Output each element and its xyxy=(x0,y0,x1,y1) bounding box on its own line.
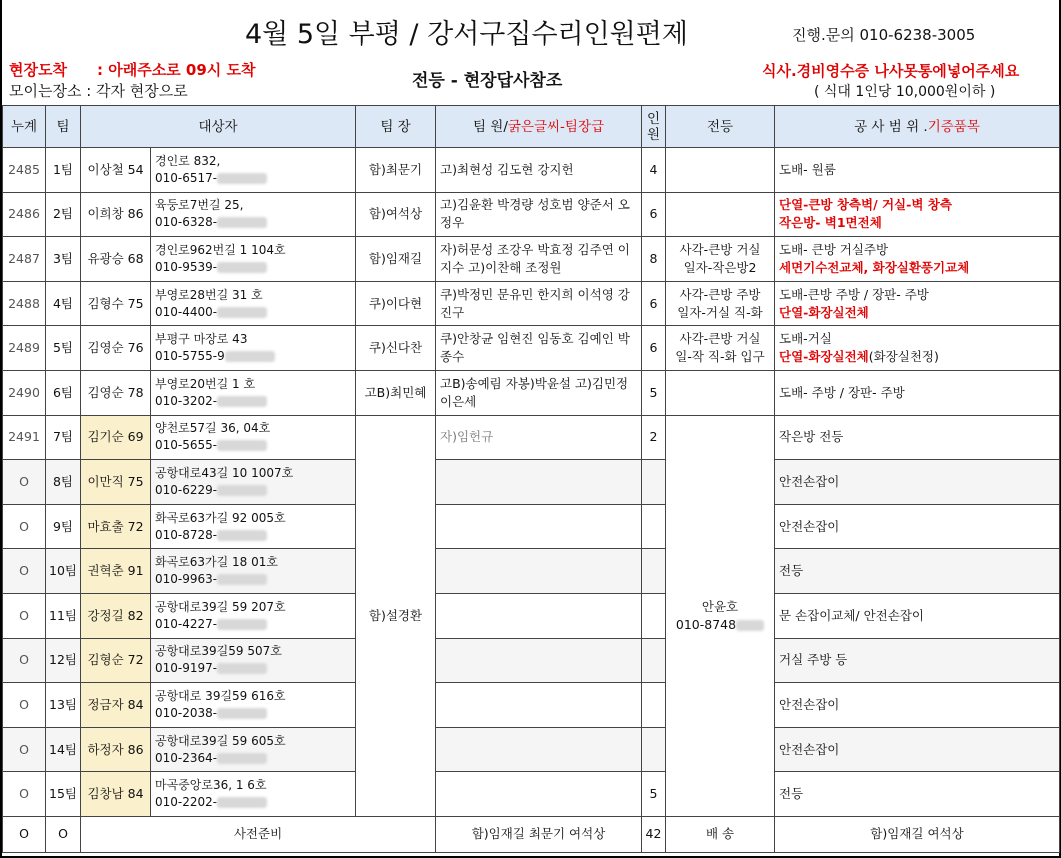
cell-team: 6팀 xyxy=(46,370,81,415)
cell-scope xyxy=(775,370,1060,415)
scope-text: 안전손잡이 xyxy=(779,696,840,712)
cell-leader: 고B)최민혜 xyxy=(356,370,436,415)
cell-name: 권혁춘 91 xyxy=(81,549,151,594)
cell-team: 5팀 xyxy=(46,326,81,371)
cell-team: 8팀 xyxy=(46,460,81,505)
cell-scope xyxy=(775,237,1060,282)
cell-address xyxy=(151,460,356,505)
cell-light-merged xyxy=(666,415,775,816)
scope-note: (화장실천정) xyxy=(868,349,939,365)
phone-text: 010-2364- xyxy=(155,750,218,765)
cell-members xyxy=(436,593,642,638)
col-leader: 팀 장 xyxy=(356,106,436,148)
cell-members xyxy=(436,727,642,772)
cell-count: 5 xyxy=(642,772,666,817)
scope-text: 문 손잡이교체/ 안전손잡이 xyxy=(779,607,924,623)
cell-team: 15팀 xyxy=(46,772,81,817)
cell-name: 하정자 86 xyxy=(81,727,151,772)
cell-cum: O xyxy=(3,504,46,549)
cell-count xyxy=(642,683,666,728)
cell-cum: 2488 xyxy=(3,281,46,326)
scope-text: 전등 xyxy=(779,563,804,579)
cell-name: 유광승 68 xyxy=(81,237,151,282)
footer-count: 42 xyxy=(642,816,666,852)
table-row xyxy=(3,148,1060,193)
header-row xyxy=(3,106,1060,148)
cell-scope xyxy=(775,148,1060,193)
table-row xyxy=(3,192,1060,237)
cell-name: 정금자 84 xyxy=(81,683,151,728)
cell-cum: 2486 xyxy=(3,192,46,237)
cell-scope xyxy=(775,683,1060,728)
cell-name: 김형순 72 xyxy=(81,638,151,683)
light-person-phone: 010-8748 xyxy=(675,616,737,632)
cell-leader: 함)최문기 xyxy=(356,148,436,193)
cell-team: 9팀 xyxy=(46,504,81,549)
cell-address xyxy=(151,370,356,415)
scope-text: 안전손잡이 xyxy=(779,518,840,534)
scope-red-text: 단열-큰방 창측벽/ 거실-벽 창측 작은방- 벽1면전체 xyxy=(779,197,952,231)
col-count: 인원 xyxy=(642,106,666,148)
address-text: 부영로20번길 1 호 xyxy=(155,376,256,391)
cell-count: 4 xyxy=(642,148,666,193)
address-text: 경인로962번길 1 104호 xyxy=(155,242,286,257)
address-text: 육둥로7번길 25, xyxy=(155,198,244,213)
cell-team: 11팀 xyxy=(46,593,81,638)
address-text: 공항대로39길 59 207호 xyxy=(155,599,286,614)
cell-cum: O xyxy=(3,593,46,638)
cell-scope xyxy=(775,504,1060,549)
cell-address xyxy=(151,148,356,193)
cell-cum: O xyxy=(3,772,46,817)
table-row xyxy=(3,326,1060,371)
phone-text: 010-8728- xyxy=(155,527,218,542)
cell-light: 사각-큰방 주방 일자-거실 직-화 xyxy=(666,281,775,326)
cell-team: 1팀 xyxy=(46,148,81,193)
cell-team: 14팀 xyxy=(46,727,81,772)
cell-name: 김영순 78 xyxy=(81,370,151,415)
cell-team: 12팀 xyxy=(46,638,81,683)
table-row xyxy=(3,415,1060,460)
redaction-blur xyxy=(217,574,267,585)
cell-address xyxy=(151,326,356,371)
redaction-blur xyxy=(217,530,267,541)
scope-text: 안전손잡이 xyxy=(779,741,840,757)
cell-count: 2 xyxy=(642,415,666,460)
cell-members xyxy=(436,683,642,728)
cell-light: 사각-큰방 거실 일자-작은방2 xyxy=(666,237,775,282)
phone-text: 010-4227- xyxy=(155,616,218,631)
cell-leader: 함)임재길 xyxy=(356,237,436,282)
address-text: 부평구 마장로 43 xyxy=(155,332,248,347)
redaction-blur xyxy=(217,262,267,273)
cell-address xyxy=(151,772,356,817)
scope-text: 거실 주방 등 xyxy=(779,652,848,668)
cell-address xyxy=(151,549,356,594)
cell-address xyxy=(151,504,356,549)
scope-text: 도배-거실 xyxy=(779,331,832,347)
cell-name: 김창남 84 xyxy=(81,772,151,817)
footer-delivery: 배 송 xyxy=(666,816,775,852)
cell-scope xyxy=(775,727,1060,772)
cell-members: 쿠)안창균 임현진 임동호 김예인 박종수 xyxy=(436,326,642,371)
cell-cum: 2491 xyxy=(3,415,46,460)
scope-red-text: 세면기수전교체, 화장실환풍기교체 xyxy=(779,259,970,275)
cell-scope xyxy=(775,192,1060,237)
cell-cum: 2487 xyxy=(3,237,46,282)
address-text: 경인로 832, xyxy=(155,153,221,168)
cell-scope xyxy=(775,326,1060,371)
address-text: 화곡로63가길 92 005호 xyxy=(155,510,286,525)
address-text: 공항대로39길 59 605호 xyxy=(155,733,286,748)
cell-light xyxy=(666,370,775,415)
table-row xyxy=(3,370,1060,415)
cell-scope xyxy=(775,460,1060,505)
phone-text: 010-2038- xyxy=(155,705,218,720)
table-row xyxy=(3,549,1060,594)
table-row xyxy=(3,237,1060,282)
phone-text: 010-5755-9 xyxy=(155,349,225,364)
cell-members: 고B)송예림 자봉)박윤설 고)김민정 이은세 xyxy=(436,370,642,415)
col-target: 대상자 xyxy=(81,106,356,148)
contact-info: 진행.문의 010-6238-3005 xyxy=(792,26,976,44)
redaction-blur xyxy=(217,663,267,674)
phone-text: 010-6229- xyxy=(155,482,218,497)
arrival-text: : 아래주소로 09시 도착 xyxy=(97,61,256,79)
table-row xyxy=(3,460,1060,505)
cell-count: 6 xyxy=(642,326,666,371)
cell-count xyxy=(642,460,666,505)
cell-count xyxy=(642,504,666,549)
phone-text: 010-4400- xyxy=(155,304,218,319)
table-row xyxy=(3,593,1060,638)
cell-members xyxy=(436,549,642,594)
cell-scope xyxy=(775,593,1060,638)
redaction-blur xyxy=(217,753,267,764)
redaction-blur xyxy=(217,708,267,719)
scope-text: 작은방 전등 xyxy=(779,429,844,445)
col-scope-label: 공 사 범 위 . xyxy=(854,118,928,135)
cell-leader-merged: 함)설경환 xyxy=(356,415,436,816)
receipt-note: 식사.경비영수증 나사못통에넣어주세요 xyxy=(762,62,1020,80)
cell-cum: 2485 xyxy=(3,148,46,193)
cell-cum: O xyxy=(3,460,46,505)
phone-text: 010-9963- xyxy=(155,572,218,587)
cell-members xyxy=(436,460,642,505)
cell-count xyxy=(642,593,666,638)
phone-text: 010-5655- xyxy=(155,438,218,453)
cell-name: 김영순 76 xyxy=(81,326,151,371)
cell-count: 5 xyxy=(642,370,666,415)
scope-text: 도배- 주방 / 장판- 주방 xyxy=(779,384,905,400)
col-members-label: 팀 원/ xyxy=(472,118,508,135)
scope-red-text: 단열-화장실전체 xyxy=(779,349,869,365)
redaction-blur xyxy=(217,485,267,496)
light-person-name: 안윤호 xyxy=(701,598,739,614)
address-text: 공항대로 39길59 616호 xyxy=(155,688,286,703)
cell-address xyxy=(151,281,356,326)
table-row xyxy=(3,772,1060,817)
cell-name: 김형수 75 xyxy=(81,281,151,326)
scope-text: 도배- 큰방 거실주방 xyxy=(779,241,889,257)
cell-members: 고)최현성 김도현 강지헌 xyxy=(436,148,642,193)
table-row xyxy=(3,281,1060,326)
cell-cum: O xyxy=(3,638,46,683)
address-text: 화곡로63가길 18 01호 xyxy=(155,555,278,570)
cell-scope xyxy=(775,281,1060,326)
address-text: 공항대로43길 10 1007호 xyxy=(155,465,294,480)
redaction-blur xyxy=(217,440,267,451)
cell-team: 7팀 xyxy=(46,415,81,460)
cell-count xyxy=(642,638,666,683)
meal-note: ( 식대 1인당 10,000원이하 ) xyxy=(814,84,996,100)
cell-address xyxy=(151,192,356,237)
redaction-blur xyxy=(217,307,267,318)
footer-cum: O xyxy=(3,816,46,852)
cell-team: 10팀 xyxy=(46,549,81,594)
cell-scope xyxy=(775,638,1060,683)
cell-scope xyxy=(775,415,1060,460)
cell-name: 이상철 54 xyxy=(81,148,151,193)
cell-team: 13팀 xyxy=(46,683,81,728)
cell-leader: 쿠)이다현 xyxy=(356,281,436,326)
cell-light: 사각-큰방 거실 일-작 직-화 입구 xyxy=(666,326,775,371)
cell-cum: 2490 xyxy=(3,370,46,415)
phone-text: 010-9197- xyxy=(155,661,218,676)
cell-address xyxy=(151,237,356,282)
address-text: 공항대로39길59 507호 xyxy=(155,644,282,659)
phone-text: 010-9539- xyxy=(155,259,218,274)
cell-count: 6 xyxy=(642,192,666,237)
cell-members: 자)임헌규 xyxy=(436,415,642,460)
scope-red-text: 단열-화장실전체 xyxy=(779,304,869,320)
footer-team: O xyxy=(46,816,81,852)
col-team: 팀 xyxy=(46,106,81,148)
redaction-blur xyxy=(217,797,267,808)
cell-name: 강정길 82 xyxy=(81,593,151,638)
redaction-blur xyxy=(217,396,267,407)
cell-count: 8 xyxy=(642,237,666,282)
cell-members: 쿠)박정민 문유민 한지희 이석영 강진구 xyxy=(436,281,642,326)
footer-members: 함)임재길 최문기 여석상 xyxy=(436,816,642,852)
cell-cum: O xyxy=(3,683,46,728)
address-text: 양천로57길 36, 04호 xyxy=(155,421,271,436)
footer-row xyxy=(3,816,1060,852)
scope-text: 도배-큰방 주방 / 장판- 주방 xyxy=(779,286,929,302)
redaction-blur xyxy=(736,620,764,631)
cell-cum: O xyxy=(3,727,46,772)
cell-address xyxy=(151,638,356,683)
center-note: 전등 - 현장답사참조 xyxy=(412,71,563,91)
cell-address xyxy=(151,593,356,638)
table-row xyxy=(3,504,1060,549)
scope-text: 전등 xyxy=(779,786,804,802)
arrival-label: 현장도착 xyxy=(9,61,67,79)
table-row xyxy=(3,638,1060,683)
table-row xyxy=(3,727,1060,772)
cell-members: 고)김윤환 박경량 성호범 양준서 오정우 xyxy=(436,192,642,237)
scope-text: 안전손잡이 xyxy=(779,473,840,489)
cell-light xyxy=(666,192,775,237)
cell-light xyxy=(666,148,775,193)
cell-address xyxy=(151,727,356,772)
cell-address xyxy=(151,415,356,460)
cell-count xyxy=(642,549,666,594)
col-scope-note: 기증품목 xyxy=(927,118,980,135)
redaction-blur xyxy=(217,619,267,630)
cell-cum: O xyxy=(3,549,46,594)
footer-scope: 함)임재길 여석상 xyxy=(775,816,1060,852)
cell-name: 이만직 75 xyxy=(81,460,151,505)
assignment-table xyxy=(2,105,1060,853)
page-title: 4월 5일 부평 / 강서구집수리인원편제 xyxy=(245,19,688,50)
table-row xyxy=(3,683,1060,728)
phone-text: 010-6517- xyxy=(155,170,218,185)
cell-count: 6 xyxy=(642,281,666,326)
col-cum: 누계 xyxy=(3,106,46,148)
col-light: 전등 xyxy=(666,106,775,148)
cell-team: 4팀 xyxy=(46,281,81,326)
cell-leader: 쿠)신다찬 xyxy=(356,326,436,371)
cell-team: 2팀 xyxy=(46,192,81,237)
col-scope xyxy=(775,106,1060,148)
address-text: 마곡중앙로36, 1 6호 xyxy=(155,778,267,793)
cell-leader: 함)여석상 xyxy=(356,192,436,237)
cell-members xyxy=(436,772,642,817)
redaction-blur xyxy=(217,173,267,184)
phone-text: 010-6328- xyxy=(155,215,218,230)
cell-members: 자)허문성 조강우 박효정 김주연 이지수 고)이찬해 조정원 xyxy=(436,237,642,282)
col-members-note: 굵은글씨-팀장급 xyxy=(507,118,605,135)
phone-text: 010-2202- xyxy=(155,795,218,810)
redaction-blur xyxy=(225,351,275,362)
cell-name: 이희창 86 xyxy=(81,192,151,237)
address-text: 부영로28번길 31 호 xyxy=(155,287,263,302)
cell-count xyxy=(642,727,666,772)
cell-members xyxy=(436,638,642,683)
cell-team: 3팀 xyxy=(46,237,81,282)
cell-scope xyxy=(775,549,1060,594)
cell-name: 김기순 69 xyxy=(81,415,151,460)
cell-cum: 2489 xyxy=(3,326,46,371)
phone-text: 010-3202- xyxy=(155,393,218,408)
redaction-blur xyxy=(217,217,267,228)
gathering-place: 모이는장소 : 각자 현장으로 xyxy=(9,82,188,100)
footer-prep: 사전준비 xyxy=(81,816,436,852)
cell-scope xyxy=(775,772,1060,817)
scope-text: 도배- 원룸 xyxy=(779,161,836,177)
cell-members xyxy=(436,504,642,549)
cell-name: 마효출 72 xyxy=(81,504,151,549)
cell-address xyxy=(151,683,356,728)
col-members xyxy=(436,106,642,148)
